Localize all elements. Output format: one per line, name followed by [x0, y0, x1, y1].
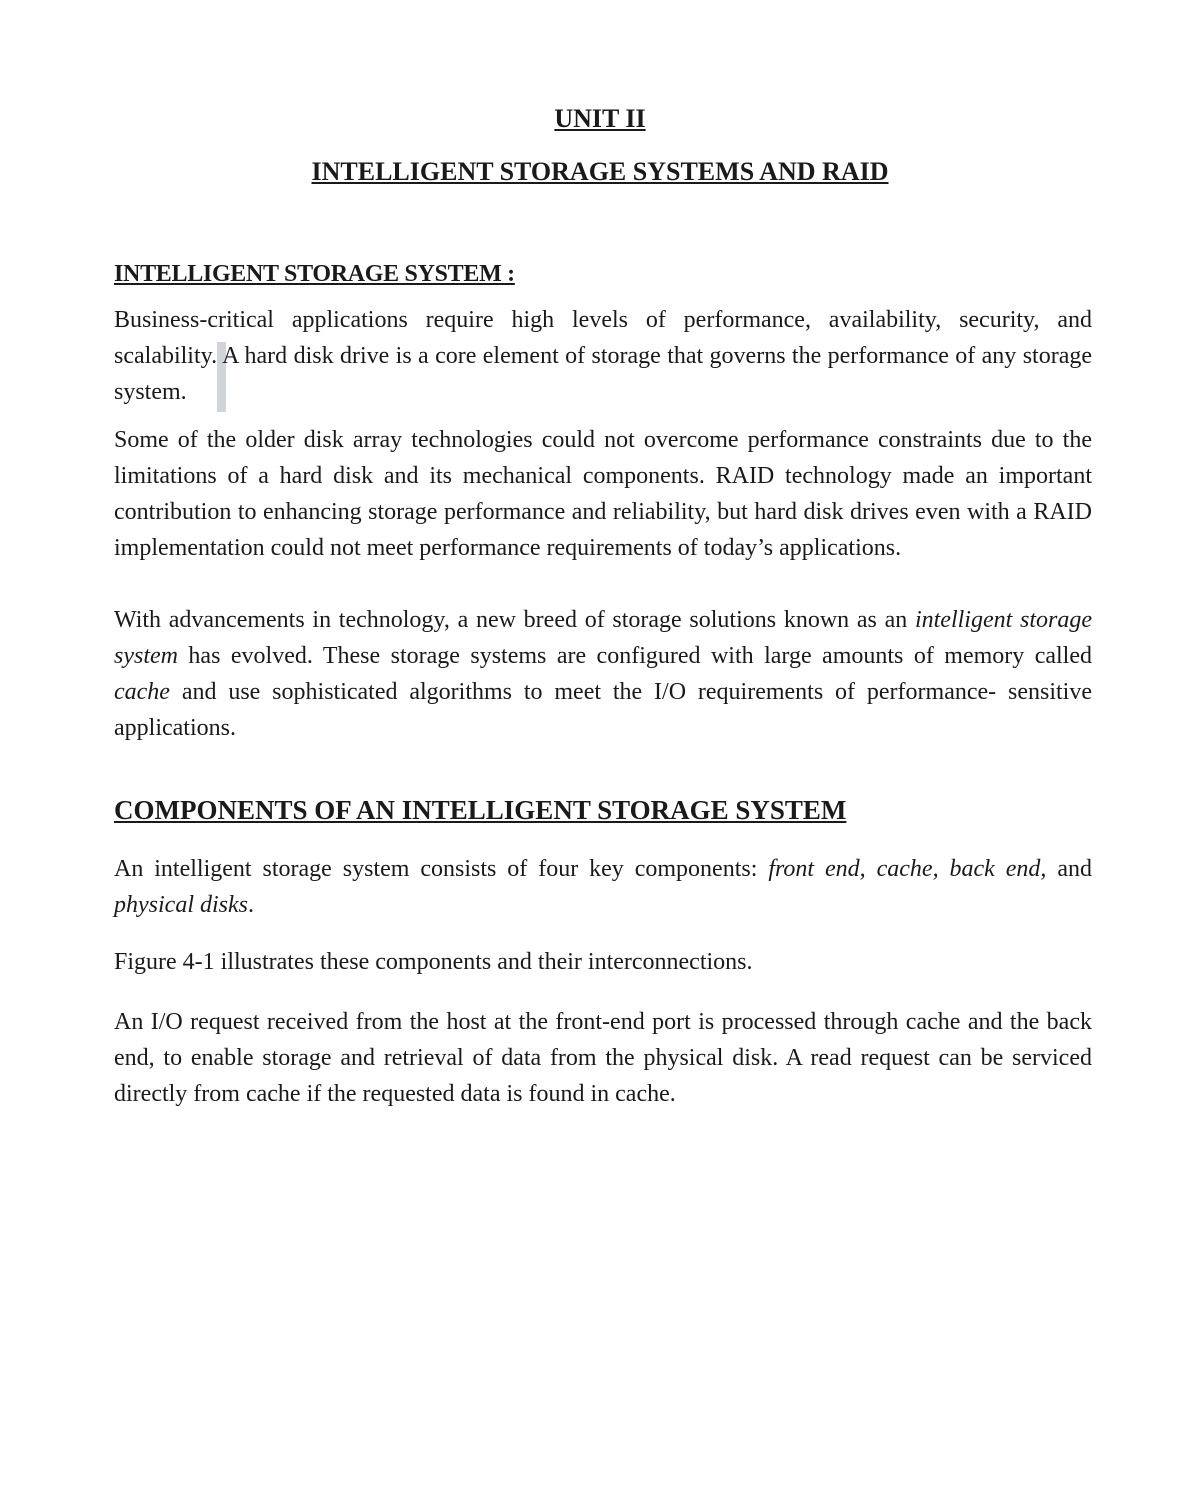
unit-title: UNIT II	[554, 104, 646, 133]
p4-text-2: and	[1046, 856, 1092, 882]
p3-italic-intelligent-storage: intelligent storage system	[114, 607, 1093, 669]
p3-text-3: and use sophisticated algorithms to meet the I/O requirements of performance- sensitive applications.	[114, 679, 1092, 741]
p3-italic-cache: cache	[114, 679, 170, 705]
p4-italic-physical-disks: physical disks	[114, 892, 248, 918]
p3-text-1: With advancements in technology, a new breed of storage solutions known as an	[114, 607, 915, 633]
paragraph-four-components	[114, 851, 1092, 923]
p3-text-2: has evolved. These storage systems are configured with large amounts of memory called	[177, 643, 1092, 669]
main-title: INTELLIGENT STORAGE SYSTEMS AND RAID	[311, 157, 889, 186]
paragraph-io-request: An I/O request received from the host at the front-end port is processed through cache and the back end, to enable storage and retrieval of data from the physical disk. A read request can be serviced directly from cache if the requested data is found in cache.	[114, 1009, 1092, 1107]
paragraph-advancements	[114, 602, 1092, 746]
p4-text-3: .	[247, 892, 254, 918]
paragraph-business-critical: Business-critical applications require high levels of performance, availability, security, and scalability. A hard disk drive is a core element of storage that governs the performance of any storage system.	[114, 307, 1092, 405]
paragraph-older-disk-arrays: Some of the older disk array technologies could not overcome performance constraints due to the limitations of a hard disk and its mechanical components. RAID technology made an important contribution to enhancing storage performance and reliability, but hard disk drives even with a RAID implementation could not meet performance requirements of today’s applications.	[114, 427, 1092, 561]
p4-italic-components: front end, cache, back end,	[768, 856, 1047, 882]
paragraph-figure-reference: Figure 4-1 illustrates these components and their interconnections.	[114, 949, 753, 975]
section-heading-components: COMPONENTS OF AN INTELLIGENT STORAGE SYSTEM	[114, 795, 847, 825]
section-heading-intelligent-storage: INTELLIGENT STORAGE SYSTEM :	[114, 261, 515, 287]
p4-text-1: An intelligent storage system consists of four key components:	[114, 856, 769, 882]
